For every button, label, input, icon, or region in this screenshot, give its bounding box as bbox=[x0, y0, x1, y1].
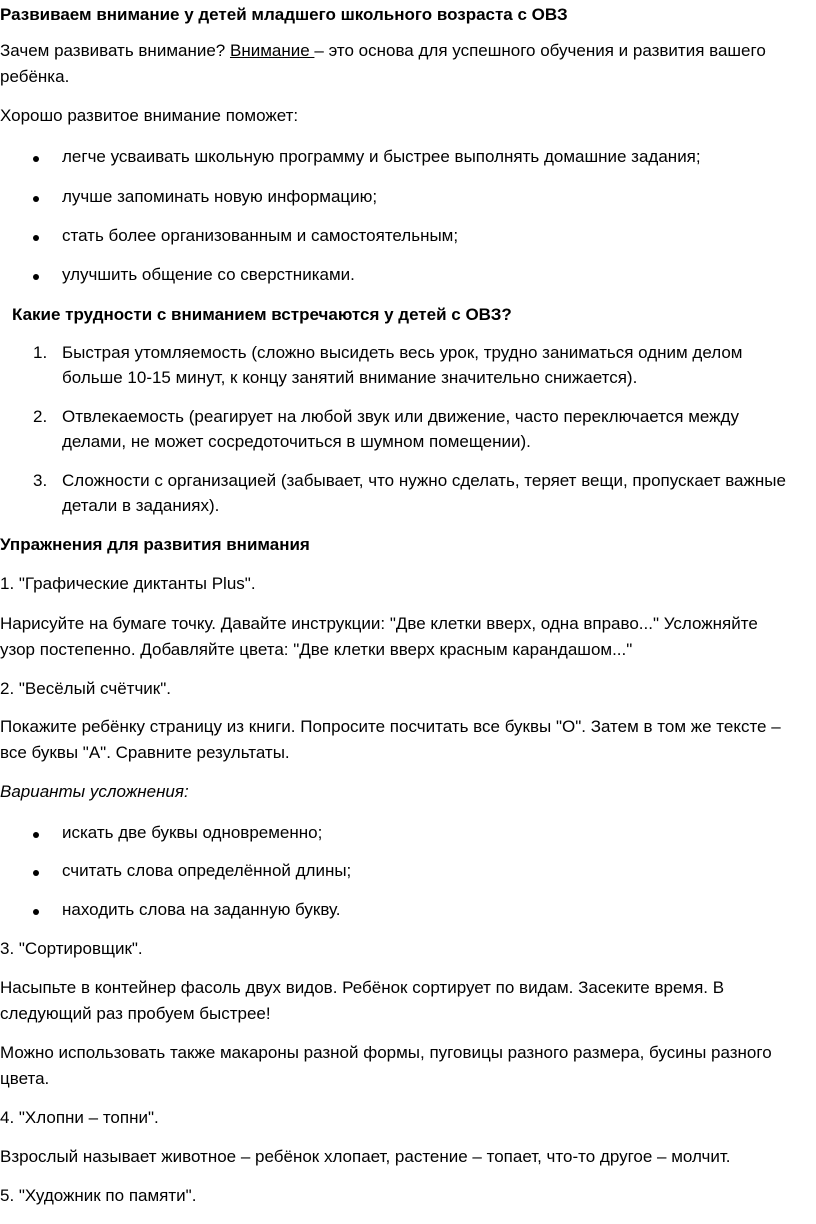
exercise-text: Насыпьте в контейнер фасоль двух видов. Ребёнок сортирует по видам. Засеките время. В bbox=[0, 978, 725, 997]
helps-item: стать более организованным и самостоятельным; bbox=[62, 226, 459, 245]
exercise-text: Покажите ребёнку страницу из книги. Попросите посчитать все буквы "О". Затем в том же тексте – bbox=[0, 717, 781, 736]
bullet-icon bbox=[33, 274, 39, 280]
bullet-icon bbox=[33, 196, 39, 202]
exercise-text: Нарисуйте на бумаге точку. Давайте инструкции: "Две клетки вверх, одна вправо..." Усложняйте bbox=[0, 614, 758, 633]
difficulty-line: больше 10-15 минут, к концу занятий внимание значительно снижается). bbox=[62, 368, 638, 387]
intro-question: Зачем развивать внимание? bbox=[0, 41, 230, 60]
intro-line-1 bbox=[0, 40, 766, 62]
difficulty-line: Отвлекаемость (реагирует на любой звук или движение, часто переключается между bbox=[62, 407, 739, 426]
exercise-title: 5. "Художник по памяти". bbox=[0, 1186, 197, 1205]
variant-item: находить слова на заданную букву. bbox=[62, 900, 341, 919]
list-number: 1. bbox=[33, 343, 48, 362]
variants-heading: Варианты усложнения: bbox=[0, 782, 189, 801]
difficulty-line: Быстрая утомляемость (сложно высидеть весь урок, трудно заниматься одним делом bbox=[62, 343, 743, 362]
difficulty-line: делами, не может сосредоточиться в шумном помещении). bbox=[62, 432, 531, 451]
helps-item: лучше запоминать новую информацию; bbox=[62, 187, 378, 206]
exercise-text: узор постепенно. Добавляйте цвета: "Две клетки вверх красным карандашом..." bbox=[0, 640, 633, 659]
exercise-text: Взрослый называет животное – ребёнок хлопает, растение – топает, что-то другое – молчит. bbox=[0, 1147, 731, 1166]
list-number: 2. bbox=[33, 407, 48, 426]
intro-line-2: ребёнка. bbox=[0, 67, 70, 86]
document-title: Развиваем внимание у детей младшего школьного возраста с ОВЗ bbox=[0, 5, 568, 24]
helps-item: улучшить общение со сверстниками. bbox=[62, 265, 355, 284]
bullet-icon bbox=[33, 909, 39, 915]
difficulties-heading: Какие трудности с вниманием встречаются у детей с ОВЗ? bbox=[12, 305, 512, 324]
exercise-text: следующий раз пробуем быстрее! bbox=[0, 1004, 271, 1023]
exercise-title: 1. "Графические диктанты Plus". bbox=[0, 574, 256, 593]
bullet-icon bbox=[33, 870, 39, 876]
exercise-title: 4. "Хлопни – топни". bbox=[0, 1108, 159, 1127]
exercise-title: 3. "Сортировщик". bbox=[0, 939, 143, 958]
bullet-icon bbox=[33, 235, 39, 241]
variant-item: считать слова определённой длины; bbox=[62, 861, 352, 880]
exercises-heading: Упражнения для развития внимания bbox=[0, 535, 310, 554]
bullet-icon bbox=[33, 832, 39, 838]
intro-rest: – это основа для успешного обучения и развития вашего bbox=[314, 41, 766, 60]
difficulty-line: детали в заданиях). bbox=[62, 496, 220, 515]
helps-heading: Хорошо развитое внимание поможет: bbox=[0, 106, 299, 125]
bullet-icon bbox=[33, 156, 39, 162]
variant-item: искать две буквы одновременно; bbox=[62, 823, 323, 842]
exercise-text: цвета. bbox=[0, 1069, 50, 1088]
difficulty-line: Сложности с организацией (забывает, что нужно сделать, теряет вещи, пропускает важные bbox=[62, 471, 786, 490]
intro-term: Внимание bbox=[229, 41, 315, 60]
helps-item: легче усваивать школьную программу и быстрее выполнять домашние задания; bbox=[62, 147, 701, 166]
list-number: 3. bbox=[33, 471, 48, 490]
exercise-text: все буквы "А". Сравните результаты. bbox=[0, 743, 290, 762]
exercise-title: 2. "Весёлый счётчик". bbox=[0, 679, 171, 698]
exercise-text: Можно использовать также макароны разной формы, пуговицы разного размера, бусины разного bbox=[0, 1043, 772, 1062]
